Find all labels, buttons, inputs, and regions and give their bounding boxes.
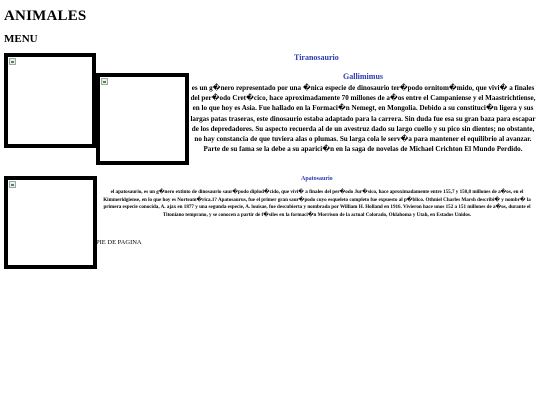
broken-image-icon: [101, 78, 108, 85]
section-title-apatosaurio: Apatosaurio: [301, 176, 333, 182]
section-text-apatosaurio: el apatosaurio, es un g�nero extinto de dinosaurio saur�podo diplod�cido, que vivi� a finales del per�odo Jur�sico, hace aproximadamente entre 155,7 y 150,8 millones de a�os, en el Kimmeridgiense, en lo que hoy es Norteam�rica.1? Apatosaurus, fue el primer gran saur�podo cuyo esqueleto completo fue expuesto al p�blico. Othniel Charles Marsh describi� y nombr� la primera especie conocida, A. ajax en 1877 y una segunda especie, A. louisae, fue descubierta y nombrada por William H. Holland en 1916. Vivieron hace unos 152 a 151 millones de a�os, durante el Titoniano temprano, y se conocen a partir de f�siles en la formaci�n Morrison de la actual Colorado, Oklahoma y Utah, en Estados Unidos.: [103, 189, 531, 218]
menu-label[interactable]: MENU: [4, 33, 38, 45]
section-text-gallimimus: es un g�nero representado por una �nica especie de dinosaurio ter�podo ornitom�mido, que vivi� a finales del per�odo Cret�cico, hace aproximadamente 70 millones de a�os entre el Campaniense y el Maastrichtiense, en lo que hoy es Asia. Fue hallado en la Formaci�n Nemegt, en Mongolia. Debido a su constituci�n ligera y sus largas patas traseras, este dinosaurio estaba adaptado para la carrera. Sin duda fue esa su gran baza para escapar de los depredadores. Su aspecto recuerda al de un avestruz dado su largo cuello y su pico sin dientes; no obstante, no hay constancia de que tuviera alas o plumas. Su larga cola le serv�a para mantener el equilibrio al avanzar. Parte de su fama se la debe a su aparici�n en la saga de novelas de Michael Crichton El Mundo Perdido.: [190, 84, 536, 154]
section-title-tiranosaurio: Tiranosaurio: [294, 53, 339, 62]
gallimimus-image: [96, 73, 189, 165]
apatosaurio-image: [4, 176, 97, 269]
page-title: ANIMALES: [4, 8, 87, 24]
broken-image-icon: [9, 181, 16, 188]
page-footer: PIE DE PAGINA: [96, 239, 142, 246]
section-title-gallimimus: Gallimimus: [343, 72, 384, 81]
broken-image-icon: [9, 58, 16, 65]
tiranosaurio-image: [4, 53, 96, 148]
